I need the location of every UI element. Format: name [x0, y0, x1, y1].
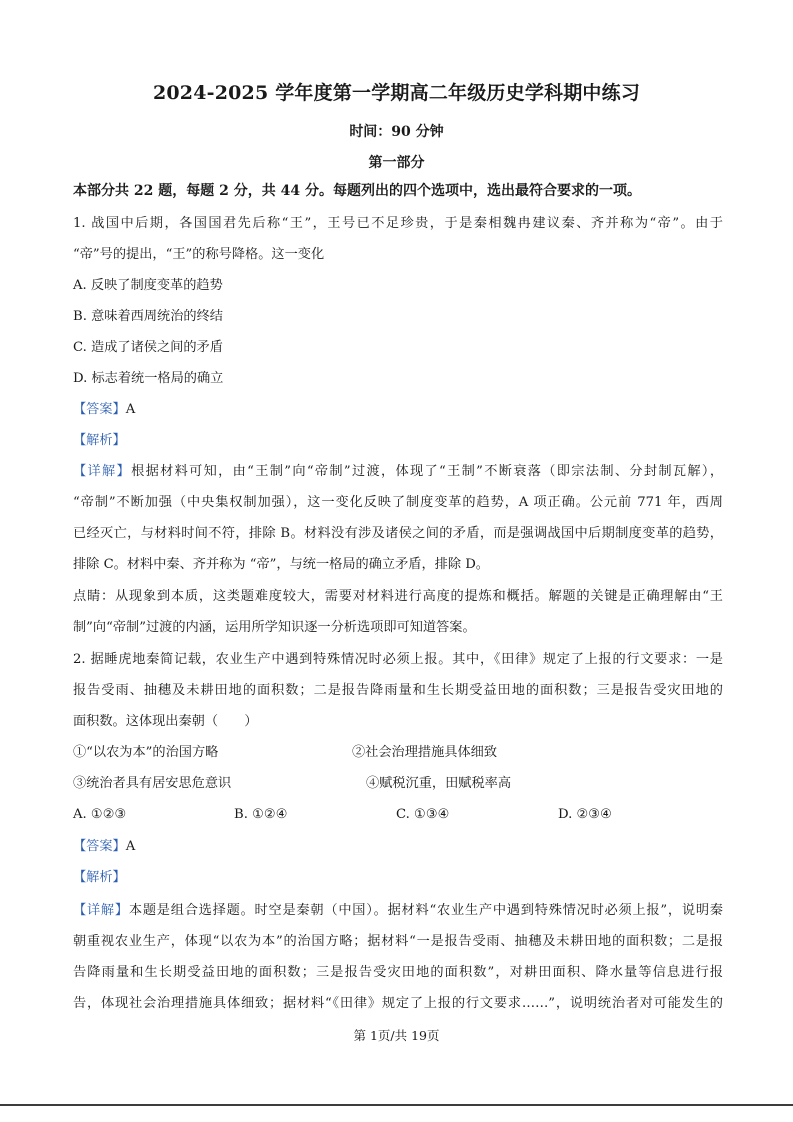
q1-detail-line-4: 排除 C。材料中秦、齐并称为 “帝”，与统一格局的确立矛盾，排除 D。 [73, 557, 489, 572]
page-footer: 第 1页/共 19页 [353, 1028, 440, 1043]
q1-detail-line-1 [73, 463, 723, 481]
q2-detail-line-1 [73, 902, 723, 920]
q1-detail-tag: 【详解】 [73, 464, 132, 479]
instructions: 本部分共 22 题，每题 2 分，共 44 分。每题列出的四个选项中，选出最符合要求的一项。 [73, 183, 641, 199]
q2-stem-line-1: 2. 据睡虎地秦简记载，农业生产中遇到特殊情况时必须上报。其中，《田律》规定了上报的行文要求：一是 [73, 652, 723, 667]
q1-option-a: A. 反映了制度变革的趋势 [73, 278, 223, 293]
q2-detail-tag: 【详解】 [73, 903, 129, 918]
q2-detail-line-2: 朝重视农业生产，体现“以农为本”的治国方略；据材料“一是报告受雨、抽穗及未耕田地的面积数；二是报 [73, 934, 723, 949]
q2-item-4: ④赋税沉重，田赋税率高 [366, 776, 512, 791]
q1-analysis-tag: 【解析】 [73, 433, 126, 448]
q1-answer-value: A [125, 402, 136, 417]
q2-analysis-tag: 【解析】 [73, 870, 126, 885]
q1-answer [73, 401, 135, 419]
q1-option-c: C. 造成了诸侯之间的矛盾 [73, 340, 223, 355]
q1-stem-line-2: “帝”号的提出，“王”的称号降格。这一变化 [73, 247, 325, 262]
q1-stem-line-1: 1. 战国中后期，各国国君先后称“王”，王号已不足珍贵，于是秦相魏冉建议秦、齐并称为“帝”。由于 [73, 216, 723, 231]
exam-time: 时间：90 分钟 [349, 124, 444, 140]
q2-detail-line-3: 告降雨量和生长期受益田地的面积数；三是报告受灾田地的面积数”，对耕田面积、降水量等信息进行报 [73, 965, 723, 980]
q1-option-b: B. 意味着西周统治的终结 [73, 309, 223, 324]
q2-item-1: ①“以农为本”的治国方略 [73, 745, 219, 760]
q1-tip-line-1: 点睛：从现象到本质，这类题难度较大，需要对材料进行高度的提炼和概括。解题的关键是正确理解由“王 [73, 589, 723, 604]
q2-option-d: D. ②③④ [558, 807, 612, 822]
q2-detail-line-4: 告，体现社会治理措施具体细致；据材料“《田律》规定了上报的行文要求……”，说明统治者对可能发生的 [73, 996, 723, 1011]
q1-detail-line-2: “帝制”不断加强（中央集权制加强），这一变化反映了制度变革的趋势，A 项正确。公元前 771 年，西周 [73, 495, 723, 510]
q2-detail-text-1: 本题是组合选择题。时空是秦朝（中国）。据材料“农业生产中遇到特殊情况时必须上报”，说明秦 [128, 903, 723, 918]
exam-title: 2024-2025 学年度第一学期高二年级历史学科期中练习 [152, 82, 641, 104]
q1-detail-text-1: 根据材料可知，由“王制”向“帝制”过渡，体现了“王制”不断衰落（即宗法制、分封制瓦解）， [131, 464, 724, 479]
q2-answer [73, 838, 135, 856]
q1-tip-line-2: 制”向“帝制”过渡的内涵，运用所学知识逐一分析选项即可知道答案。 [73, 620, 476, 635]
q2-answer-value: A [125, 839, 136, 854]
q2-option-c: C. ①③④ [396, 807, 450, 822]
q2-stem-line-2: 报告受雨、抽穗及未耕田地的面积数；二是报告降雨量和生长期受益田地的面积数；三是报告受灾田地的 [73, 683, 723, 698]
q2-item-3: ③统治者具有居安思危意识 [73, 776, 232, 791]
bottom-divider [0, 1104, 793, 1106]
q2-option-a: A. ①②③ [73, 807, 127, 822]
q1-detail-line-3: 已经灭亡，与材料时间不符，排除 B。材料没有涉及诸侯之间的矛盾，而是强调战国中后期制度变革的趋势， [73, 526, 723, 541]
q2-answer-tag: 【答案】 [73, 839, 126, 854]
q1-answer-tag: 【答案】 [73, 402, 126, 417]
q2-stem-line-3: 面积数。这体现出秦朝（ ） [73, 714, 258, 729]
q2-option-b: B. ①②④ [234, 807, 288, 822]
q2-item-2: ②社会治理措施具体细致 [352, 745, 498, 760]
part-heading: 第一部分 [368, 155, 425, 171]
q1-option-d: D. 标志着统一格局的确立 [73, 371, 224, 386]
